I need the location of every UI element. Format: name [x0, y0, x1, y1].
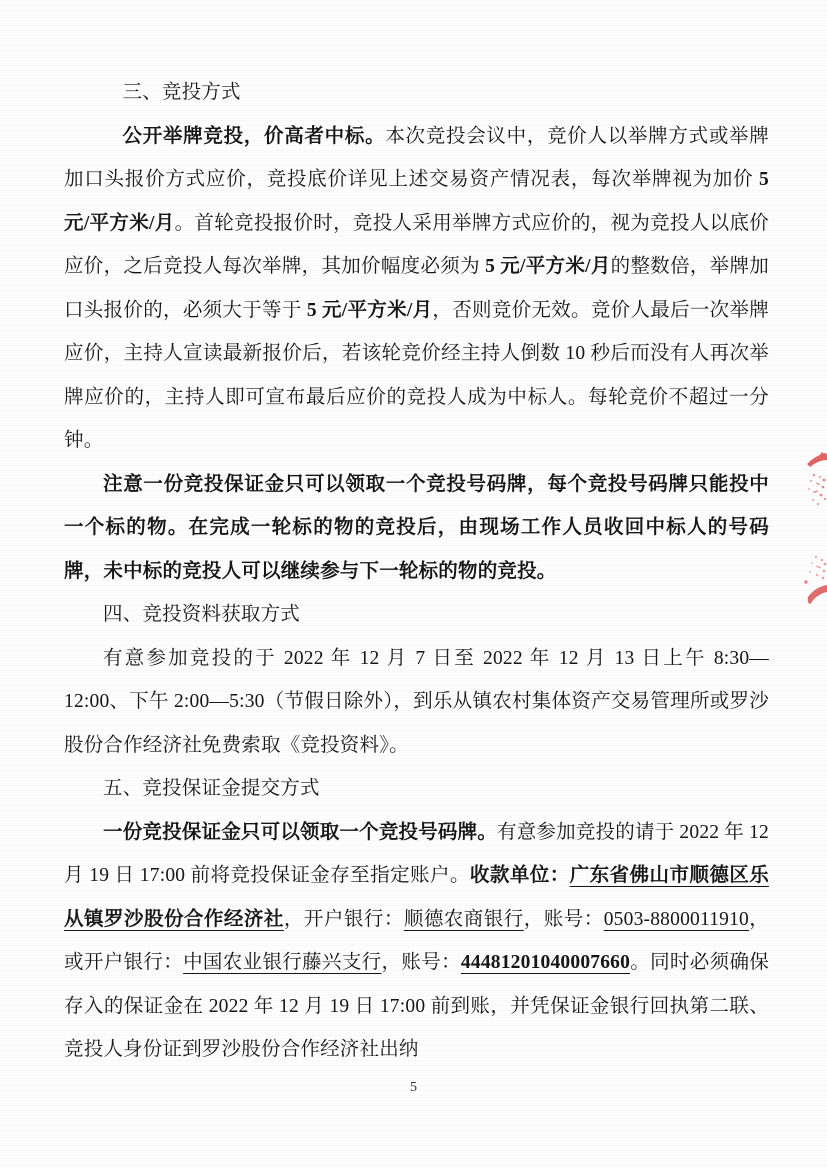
- document-body: [64, 71, 769, 1072]
- text-run: 5 元/平方米/月: [306, 299, 433, 321]
- para-3-1: [64, 115, 769, 463]
- text-run: 中国农业银行藤兴支行: [183, 952, 382, 973]
- text-run: 。同时必须确保存入的保证金在 2022 年 12 月 19 日 17:00 前到账，并凭保证金银行回执第二联、竞投人身份证到罗沙股份合作经济社出纳: [64, 952, 769, 1060]
- text-run: ，账号：: [523, 908, 604, 930]
- section-5-heading: [64, 767, 769, 811]
- text-run: ，开户银行：: [283, 908, 404, 930]
- text-run: 广东省佛山市顺德区乐从镇罗沙股份合作经济社: [64, 865, 769, 930]
- text-run: 本次竞投会议中，竞价人以举牌方式或举牌加口头报价方式应价，竞投底价详见上述交易资产情况表，每次举牌视为加价: [64, 125, 769, 190]
- para-3-2: [64, 463, 769, 594]
- page-number: 5: [410, 1080, 417, 1095]
- text-run: 0503-8800011910: [603, 908, 750, 930]
- text-run: ，或开户银行：: [64, 908, 770, 973]
- text-run: 有意参加竞投的请于 2022 年 12 月 19 日 17:00 前将竞投保证金存至指定账户。: [64, 821, 769, 886]
- para-5-1: [64, 811, 769, 1072]
- text-run: 公开举牌竞投，价高者中标。: [122, 125, 386, 147]
- text-run: ，否则竞价无效。竞价人最后一次举牌应价，主持人宣读最新报价后，若该轮竞价经主持人倒数 10 秒后而没有人再次举牌应价的，主持人即可宣布最后应价的竞投人成为中标人。每轮竞价不超过一分钟。: [64, 299, 769, 451]
- text-run: ，账号：: [381, 952, 461, 973]
- text-run: 三、竞投方式: [122, 82, 241, 103]
- text-run: 的整数倍，举牌加口头报价的，必须大于等于: [64, 256, 769, 321]
- section-3-heading: [64, 71, 769, 115]
- text-run: 四、竞投资料获取方式: [103, 604, 301, 625]
- seal-fragment-icon: [799, 452, 827, 508]
- section-4-heading: [64, 593, 769, 637]
- text-run: 有意参加竞投的于 2022 年 12 月 7 日至 2022 年 12 月 13 日上午 8:30—12:00、下午 2:00—5:30（节假日除外），到乐从镇农村集体资产交易管理所或罗沙股份合作经济社免费索取《竞投资料》。: [64, 647, 769, 756]
- text-run: 注意一份竞投保证金只可以领取一个竞投号码牌，每个竞投号码牌只能投中一个标的物。在完成一轮标的物的竞投后，由现场工作人员收回中标人的号码牌，未中标的竞投人可以继续参与下一轮标的物的竞投。: [64, 473, 769, 582]
- text-run: 5 元/平方米/月: [485, 256, 611, 277]
- text-run: 5 元/平方米/月: [64, 169, 769, 234]
- para-4-1: [64, 637, 769, 768]
- text-run: 五、竞投保证金提交方式: [103, 778, 320, 799]
- text-run: 收款单位：: [469, 865, 570, 886]
- text-run: 。首轮竞投报价时，竞投人采用举牌方式应价的，视为竞投人以底价应价，之后竞投人每次举牌，其加价幅度必须为: [64, 212, 769, 277]
- text-run: 一份竞投保证金只可以领取一个竞投号码牌。: [103, 821, 498, 843]
- text-run: 顺德农商银行: [403, 908, 524, 930]
- text-run: 44481201040007660: [460, 952, 631, 973]
- seal-fragment-icon: [797, 551, 827, 615]
